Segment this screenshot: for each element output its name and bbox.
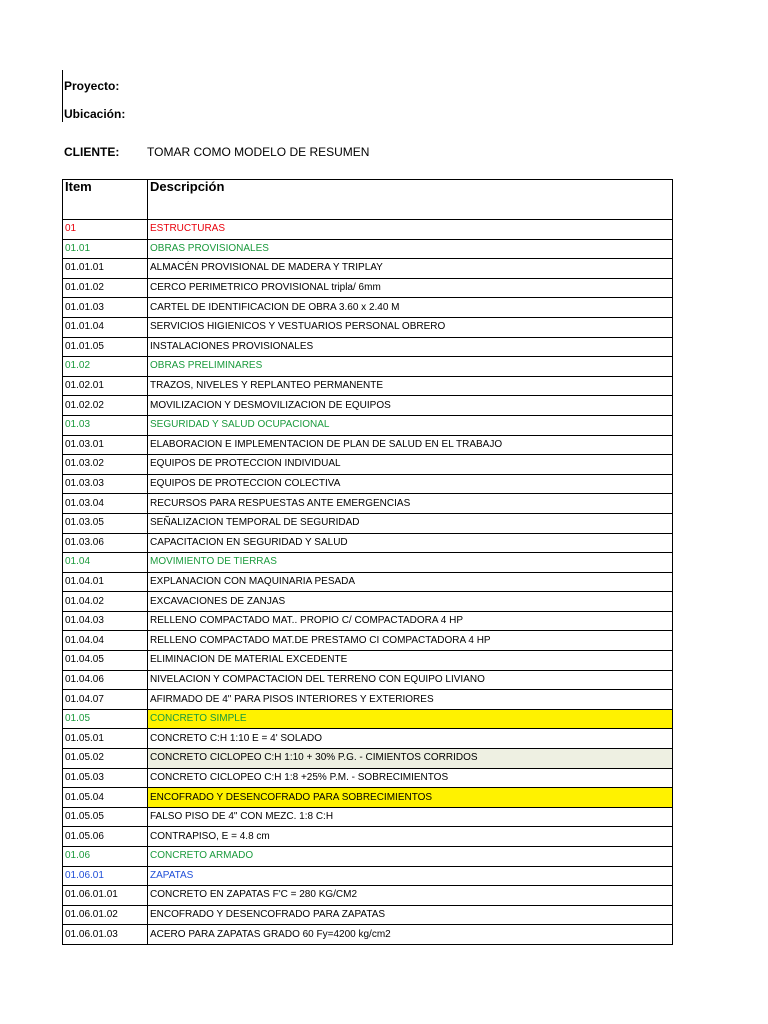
table-row xyxy=(63,357,673,377)
table-row xyxy=(63,278,673,298)
description-cell: OBRAS PROVISIONALES xyxy=(148,239,673,259)
item-code-cell: 01.05.01 xyxy=(63,729,148,749)
table-row xyxy=(63,415,673,435)
table-row xyxy=(63,396,673,416)
item-code-cell: 01.01.04 xyxy=(63,317,148,337)
table-row xyxy=(63,474,673,494)
table-row xyxy=(63,298,673,318)
table-row xyxy=(63,553,673,573)
description-cell: CONCRETO CICLOPEO C:H 1:10 + 30% P.G. - CIMIENTOS CORRIDOS xyxy=(148,749,673,769)
table-row xyxy=(63,788,673,808)
table-row xyxy=(63,631,673,651)
description-cell: CONCRETO ARMADO xyxy=(148,847,673,867)
table-row xyxy=(63,866,673,886)
item-code-cell: 01.06.01.03 xyxy=(63,925,148,945)
table-row xyxy=(63,847,673,867)
table-row xyxy=(63,611,673,631)
item-code-cell: 01.06 xyxy=(63,847,148,867)
description-cell: TRAZOS, NIVELES Y REPLANTEO PERMANENTE xyxy=(148,376,673,396)
table-row xyxy=(63,592,673,612)
item-code-cell: 01.03.02 xyxy=(63,455,148,475)
description-cell: OBRAS PRELIMINARES xyxy=(148,357,673,377)
table-row xyxy=(63,533,673,553)
budget-items-table xyxy=(62,179,673,945)
description-cell: CERCO PERIMETRICO PROVISIONAL tripla/ 6mm xyxy=(148,278,673,298)
description-cell: ENCOFRADO Y DESENCOFRADO PARA SOBRECIMIENTOS xyxy=(148,788,673,808)
description-cell: ZAPATAS xyxy=(148,866,673,886)
item-code-cell: 01.03.06 xyxy=(63,533,148,553)
description-cell: CONCRETO SIMPLE xyxy=(148,709,673,729)
item-code-cell: 01.01.02 xyxy=(63,278,148,298)
description-cell: ACERO PARA ZAPATAS GRADO 60 Fy=4200 kg/cm2 xyxy=(148,925,673,945)
item-code-cell: 01.02 xyxy=(63,357,148,377)
item-code-cell: 01.04.01 xyxy=(63,572,148,592)
table-row xyxy=(63,317,673,337)
table-row xyxy=(63,925,673,945)
table-row xyxy=(63,729,673,749)
description-cell: MOVIMIENTO DE TIERRAS xyxy=(148,553,673,573)
item-code-cell: 01.01.05 xyxy=(63,337,148,357)
table-row xyxy=(63,435,673,455)
table-row xyxy=(63,513,673,533)
item-code-cell: 01.05.06 xyxy=(63,827,148,847)
table-row xyxy=(63,827,673,847)
item-code-cell: 01.05.04 xyxy=(63,788,148,808)
description-cell: EQUIPOS DE PROTECCION INDIVIDUAL xyxy=(148,455,673,475)
description-cell: CAPACITACION EN SEGURIDAD Y SALUD xyxy=(148,533,673,553)
item-code-cell: 01 xyxy=(63,220,148,240)
item-code-cell: 01.01.01 xyxy=(63,259,148,279)
description-cell: ALMACÉN PROVISIONAL DE MADERA Y TRIPLAY xyxy=(148,259,673,279)
item-code-cell: 01.04.02 xyxy=(63,592,148,612)
table-row xyxy=(63,905,673,925)
proyecto-label: Proyecto: xyxy=(64,79,120,93)
description-cell: CONCRETO CICLOPEO C:H 1:8 +25% P.M. - SOBRECIMIENTOS xyxy=(148,768,673,788)
table-row xyxy=(63,651,673,671)
cliente-label: CLIENTE: xyxy=(64,145,120,159)
table-row xyxy=(63,572,673,592)
description-cell: CONCRETO EN ZAPATAS F'C = 280 KG/CM2 xyxy=(148,886,673,906)
table-header-row xyxy=(63,180,673,220)
item-code-cell: 01.03.03 xyxy=(63,474,148,494)
item-code-cell: 01.05.02 xyxy=(63,749,148,769)
description-cell: SEÑALIZACION TEMPORAL DE SEGURIDAD xyxy=(148,513,673,533)
column-header-description: Descripción xyxy=(148,180,673,220)
table-row xyxy=(63,768,673,788)
item-code-cell: 01.04.05 xyxy=(63,651,148,671)
description-cell: EXPLANACION CON MAQUINARIA PESADA xyxy=(148,572,673,592)
table-row xyxy=(63,807,673,827)
table-row xyxy=(63,670,673,690)
item-code-cell: 01.03.01 xyxy=(63,435,148,455)
table-row xyxy=(63,239,673,259)
table-body xyxy=(63,180,673,945)
item-code-cell: 01.05.05 xyxy=(63,807,148,827)
table-row xyxy=(63,220,673,240)
item-code-cell: 01.04 xyxy=(63,553,148,573)
ubicacion-label: Ubicación: xyxy=(64,107,126,121)
table-row xyxy=(63,749,673,769)
description-cell: RELLENO COMPACTADO MAT.. PROPIO C/ COMPACTADORA 4 HP xyxy=(148,611,673,631)
table-row xyxy=(63,886,673,906)
description-cell: ENCOFRADO Y DESENCOFRADO PARA ZAPATAS xyxy=(148,905,673,925)
description-cell: NIVELACION Y COMPACTACION DEL TERRENO CON EQUIPO LIVIANO xyxy=(148,670,673,690)
item-code-cell: 01.02.02 xyxy=(63,396,148,416)
description-cell: CONCRETO C:H 1:10 E = 4' SOLADO xyxy=(148,729,673,749)
item-code-cell: 01.06.01 xyxy=(63,866,148,886)
item-code-cell: 01.05.03 xyxy=(63,768,148,788)
table-row xyxy=(63,259,673,279)
description-cell: AFIRMADO DE 4" PARA PISOS INTERIORES Y EXTERIORES xyxy=(148,690,673,710)
description-cell: RECURSOS PARA RESPUESTAS ANTE EMERGENCIAS xyxy=(148,494,673,514)
table-row xyxy=(63,376,673,396)
left-border-line-top xyxy=(62,70,63,122)
column-header-item: Item xyxy=(63,180,148,220)
description-cell: ELIMINACION DE MATERIAL EXCEDENTE xyxy=(148,651,673,671)
item-code-cell: 01.04.06 xyxy=(63,670,148,690)
item-code-cell: 01.03 xyxy=(63,415,148,435)
table-row xyxy=(63,690,673,710)
table-row xyxy=(63,455,673,475)
item-code-cell: 01.04.03 xyxy=(63,611,148,631)
table-row xyxy=(63,337,673,357)
description-cell: ESTRUCTURAS xyxy=(148,220,673,240)
table-row xyxy=(63,494,673,514)
description-cell: FALSO PISO DE 4" CON MEZC. 1:8 C:H xyxy=(148,807,673,827)
item-code-cell: 01.06.01.01 xyxy=(63,886,148,906)
description-cell: INSTALACIONES PROVISIONALES xyxy=(148,337,673,357)
table-row xyxy=(63,709,673,729)
description-cell: CARTEL DE IDENTIFICACION DE OBRA 3.60 x 2.40 M xyxy=(148,298,673,318)
description-cell: SEGURIDAD Y SALUD OCUPACIONAL xyxy=(148,415,673,435)
description-cell: RELLENO COMPACTADO MAT.DE PRESTAMO CI COMPACTADORA 4 HP xyxy=(148,631,673,651)
item-code-cell: 01.06.01.02 xyxy=(63,905,148,925)
item-code-cell: 01.03.05 xyxy=(63,513,148,533)
cliente-value: TOMAR COMO MODELO DE RESUMEN xyxy=(147,145,370,159)
item-code-cell: 01.04.04 xyxy=(63,631,148,651)
description-cell: ELABORACION E IMPLEMENTACION DE PLAN DE SALUD EN EL TRABAJO xyxy=(148,435,673,455)
description-cell: SERVICIOS HIGIENICOS Y VESTUARIOS PERSONAL OBRERO xyxy=(148,317,673,337)
item-code-cell: 01.01 xyxy=(63,239,148,259)
description-cell: CONTRAPISO, E = 4.8 cm xyxy=(148,827,673,847)
item-code-cell: 01.04.07 xyxy=(63,690,148,710)
description-cell: EQUIPOS DE PROTECCION COLECTIVA xyxy=(148,474,673,494)
description-cell: MOVILIZACION Y DESMOVILIZACION DE EQUIPOS xyxy=(148,396,673,416)
item-code-cell: 01.05 xyxy=(63,709,148,729)
item-code-cell: 01.03.04 xyxy=(63,494,148,514)
item-code-cell: 01.02.01 xyxy=(63,376,148,396)
item-code-cell: 01.01.03 xyxy=(63,298,148,318)
description-cell: EXCAVACIONES DE ZANJAS xyxy=(148,592,673,612)
